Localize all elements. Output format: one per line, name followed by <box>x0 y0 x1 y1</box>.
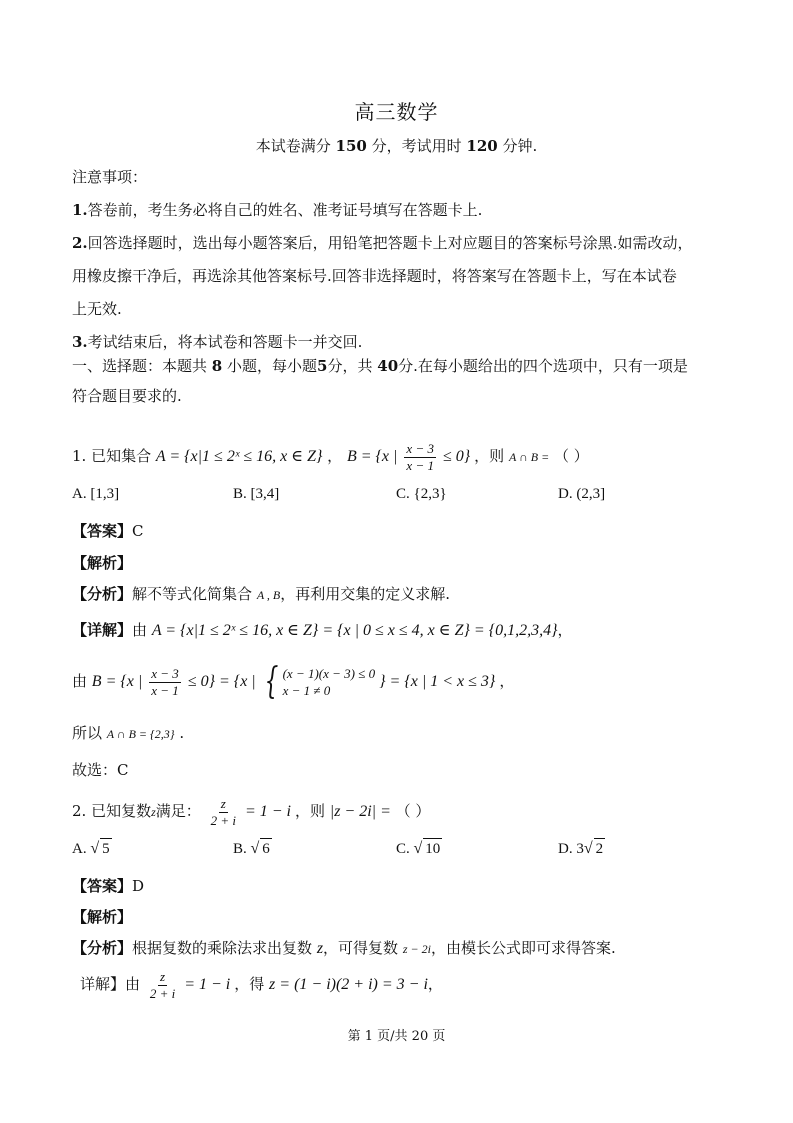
set-a-definition: A = {x|1 ≤ 2ˣ ≤ 16, x ∈ Z} <box>155 448 323 465</box>
q1-xiangjie-2: 由 B = {x | $\frac{x - 3}{x - 1}$ ≤ 0} = {x | { (x − 1)(x − 3) ≤ 0 x − 1 ≠ 0 } = {x | 1 < x ≤ 3} ， <box>72 661 515 703</box>
q2-fenxi: 【分析】根据复数的乘除法求出复数 z，可得复数 z − 2i，由模长公式即可求得答案. <box>72 939 616 957</box>
note-2-end: 上无效. <box>72 300 122 318</box>
q2-xiangjie: 详解】由 $\frac{z}{2 + i}$ = 1 − i ，得 z = (1 − i)(2 + i) = 3 − i， <box>80 968 443 1001</box>
q2-analysis-label: 【解析】 <box>72 908 133 926</box>
q1-xiangjie-1: 【详解】由 A = {x|1 ≤ 2ˣ ≤ 16, x ∈ Z} = {x | 0 ≤ x ≤ 4, x ∈ Z} = {0,1,2,3,4}， <box>72 621 573 639</box>
q1-choice: 故选：C <box>72 761 129 779</box>
q2-option-a: A. √ 5 <box>72 840 110 857</box>
exam-info: 本试卷满分 150 分，考试用时 120 分钟. <box>255 137 538 155</box>
q1-option-c: C. {2,3} <box>396 486 447 502</box>
q1-analysis-label: 【解析】 <box>72 554 133 572</box>
set-b-definition: B = {x | $\frac{x - 3}{x - 1}$ ≤ 0} <box>346 440 471 473</box>
inequality-system: { (x − 1)(x − 3) ≤ 0 x − 1 ≠ 0 <box>264 661 376 703</box>
page-title: 高三数学 <box>354 100 439 124</box>
note-3: 3.考试结束后，将本试卷和答题卡一并交回. <box>72 333 363 351</box>
section-heading-cont: 符合题目要求的. <box>72 387 182 405</box>
q2-option-d: D. 3√ 2 <box>558 840 604 857</box>
q1-conclusion: 所以 A ∩ B = {2,3} . <box>72 724 185 742</box>
note-2: 2.回答选择题时，选出每小题答案后，用铅笔把答题卡上对应题目的答案标号涂黑.如需改动， <box>72 234 693 252</box>
notes-heading: 注意事项： <box>72 168 148 186</box>
question-2: 2. 已知复数z满足： $\frac{z}{2 + i}$ = 1 − i ，则 |z − 2i| = （ ） <box>72 795 431 828</box>
section-heading: 一、选择题：本题共 8 小题，每小题5分，共 40分.在每小题给出的四个选项中，只有一项是 <box>72 357 688 375</box>
note-2-cont: 用橡皮擦干净后，再选涂其他答案标号.回答非选择题时，将答案写在答题卡上，写在本试卷 <box>72 267 677 285</box>
question-1: 1. 已知集合 A = {x|1 ≤ 2ˣ ≤ 16, x ∈ Z} ， B = {x | $\frac{x - 3}{x - 1}$ ≤ 0} ，则 A ∩ B = （ ） <box>72 440 589 473</box>
page-footer: 第 1 页/共 20 页 <box>347 1029 446 1044</box>
q2-option-b: B. √ 6 <box>233 840 270 857</box>
q1-answer: 【答案】C <box>72 522 144 540</box>
q1-option-b: B. [3,4] <box>233 486 280 502</box>
q2-option-c: C. √ 10 <box>396 840 441 857</box>
note-1: 1.答卷前，考生务必将自己的姓名、准考证号填写在答题卡上. <box>72 201 483 219</box>
q2-answer: 【答案】D <box>72 877 145 895</box>
q1-option-a: A. [1,3] <box>72 486 120 502</box>
q1-fenxi: 【分析】解不等式化简集合 A , B，再利用交集的定义求解. <box>72 585 451 603</box>
q1-option-d: D. (2,3] <box>558 486 606 502</box>
